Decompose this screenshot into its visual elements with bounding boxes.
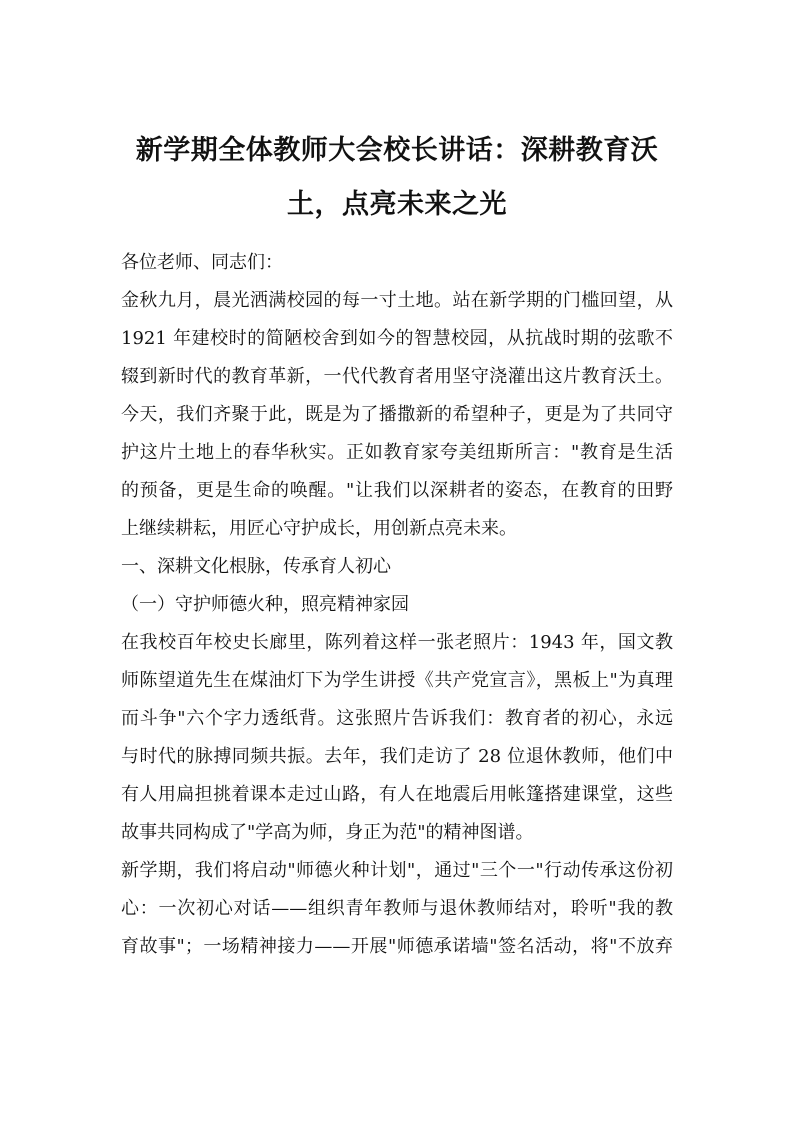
- text-line: 金秋九月，晨光洒满校园的每一寸土地。站在新学期的门槛回望，从: [121, 290, 673, 311]
- text-line: 与时代的脉搏同频共振。去年，我们走访了 28 位退休教师，他们中: [121, 746, 673, 767]
- section-heading: [121, 548, 673, 586]
- text-line: 育故事"；一场精神接力——开展"师德承诺墙"签名活动，将"不放弃: [121, 936, 673, 957]
- text-line: 心：一次初心对话——组织青年教师与退休教师结对，聆听"我的教: [121, 898, 673, 919]
- text-line: 师陈望道先生在煤油灯下为学生讲授《共产党宣言》，黑板上"为真理: [121, 670, 673, 691]
- text-line: 辍到新时代的教育革新，一代代教育者用坚守浇灌出这片教育沃土。: [121, 366, 673, 387]
- text-line: 有人用扁担挑着课本走过山路，有人在地震后用帐篷搭建课堂，这些: [121, 784, 673, 805]
- heading-line: 一、深耕文化根脉，传承育人初心: [121, 556, 391, 577]
- body-paragraph: [121, 852, 673, 966]
- text-line: 的预备，更是生命的唤醒。"让我们以深耕者的姿态，在教育的田野: [121, 480, 673, 501]
- document-body: [121, 244, 673, 966]
- opening-paragraph: [121, 282, 673, 548]
- salutation-paragraph: [121, 244, 673, 282]
- text-line: 故事共同构成了"学高为师，身正为范"的精神图谱。: [121, 822, 534, 843]
- title-line-2: 土，点亮未来之光: [287, 189, 507, 220]
- body-paragraph: [121, 624, 673, 852]
- subsection-heading: [121, 586, 673, 624]
- heading-line: （一）守护师德火种，照亮精神家园: [121, 594, 409, 615]
- text-line: 护这片土地上的春华秋实。正如教育家夸美纽斯所言："教育是生活: [121, 442, 673, 463]
- text-line: 在我校百年校史长廊里，陈列着这样一张老照片：1943 年，国文教: [121, 632, 673, 653]
- text-line: 上继续耕耘，用匠心守护成长，用创新点亮未来。: [121, 518, 517, 539]
- text-line: 新学期，我们将启动"师德火种计划"，通过"三个一"行动传承这份初: [121, 860, 673, 881]
- text-line: 而斗争"六个字力透纸背。这张照片告诉我们：教育者的初心，永远: [121, 708, 673, 729]
- text-line: 各位老师、同志们：: [121, 252, 283, 273]
- text-line: 1921 年建校时的简陋校舍到如今的智慧校园，从抗战时期的弦歌不: [121, 328, 673, 349]
- title-line-1: 新学期全体教师大会校长讲话：深耕教育沃: [135, 135, 659, 166]
- text-line: 今天，我们齐聚于此，既是为了播撒新的希望种子，更是为了共同守: [121, 404, 673, 425]
- page-title: [110, 124, 684, 232]
